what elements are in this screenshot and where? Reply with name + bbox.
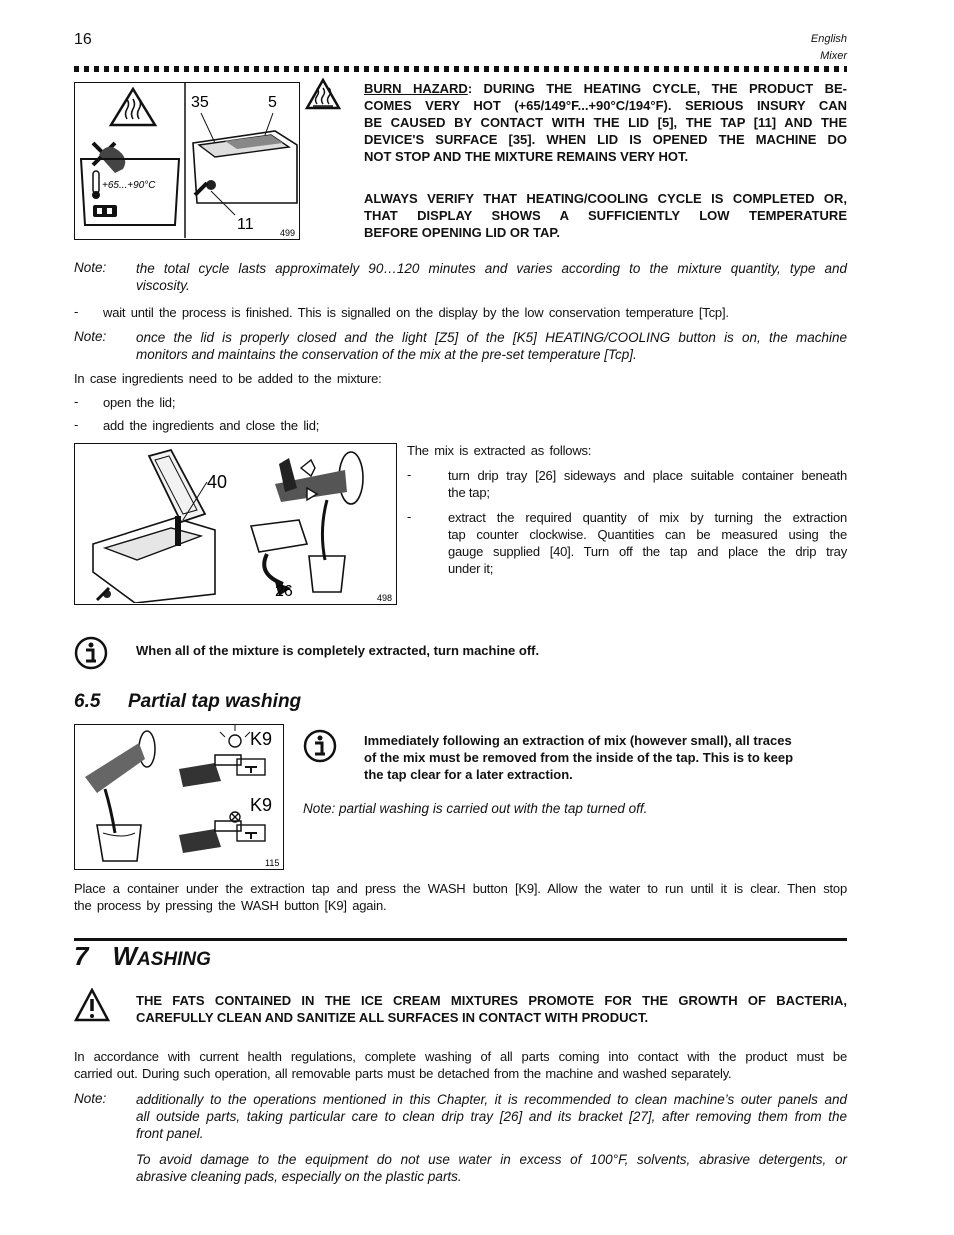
warning-fats-line-2: CAREFULLY CLEAN AND SANITIZE ALL SURFACES IN CONTACT WITH PRODUCT. [136, 1010, 649, 1025]
section-7-heading [74, 941, 211, 972]
burn-hazard-block [364, 80, 847, 165]
extract-step-2-line-1: extract the required quantity of mix by turning the extraction [448, 510, 847, 525]
wait-dash: - [74, 304, 79, 319]
extract-step-1 [448, 467, 847, 501]
note-2-line-2: monitors and maintains the conservation of the mix at the pre-set temperature [Tcp]. [136, 347, 637, 362]
verify-block [364, 190, 847, 241]
figure-115 [74, 724, 284, 870]
burn-hazard-line-3: BE CAUSED BY CONTACT WITH THE LID [5], THE TAP [11] AND THE [364, 115, 847, 130]
figure-115-code: 115 [265, 858, 280, 868]
wash-line-2: the process by pressing the WASH button [K9] again. [74, 898, 387, 913]
ingredient-step-1-dash: - [74, 394, 79, 409]
note-1-line-2: viscosity. [136, 278, 190, 293]
note-4-body [136, 1091, 847, 1142]
extract-step-2-line-3: gauge supplied [40]. Turn off the tap and place the drip tray [448, 544, 847, 559]
figure-115-label-k9-top: K9 [250, 729, 273, 749]
figure-499-drawing [75, 83, 298, 238]
info-tap-line-3: the tap clear for a later extraction. [364, 767, 573, 782]
health-line-1: In accordance with current health regulations, complete washing of all parts coming into contact with the product must be [74, 1049, 847, 1064]
extract-intro: The mix is extracted as follows: [407, 443, 592, 458]
note-5-line-1: To avoid damage to the equipment do not use water in excess of 100°F, solvents, abrasive detergents, or [136, 1152, 847, 1167]
note-5-line-2: abrasive cleaning pads, especially on the plastic parts. [136, 1169, 462, 1184]
note-2-body [136, 329, 847, 363]
figure-499-temp-label: +65...+90°C [102, 180, 156, 191]
verify-line-2: THAT DISPLAY SHOWS A SUFFICIENTLY LOW TEMPERATURE [364, 208, 847, 223]
info-icon [74, 636, 108, 670]
wash-line-1: Place a container under the extraction tap and press the WASH button [K9]. Allow the water to run until it is clear. Then stop [74, 881, 847, 896]
ingredient-step-1: open the lid; [103, 395, 176, 410]
info-icon [303, 729, 337, 763]
note-partial-wash: Note: partial washing is carried out with the tap turned off. [303, 801, 648, 816]
note-2-label: Note: [74, 329, 107, 344]
page-number: 16 [74, 31, 92, 48]
wash-paragraph [74, 880, 847, 914]
section-7-initial: W [112, 941, 138, 971]
verify-line-3: BEFORE OPENING LID OR TAP. [364, 225, 560, 240]
figure-498-label-26: 26 [275, 583, 293, 600]
note-4-label: Note: [74, 1091, 107, 1106]
burn-hazard-line-1: : DURING THE HEATING CYCLE, THE PRODUCT BE- [467, 81, 848, 96]
section-7-title-rest: ASHING [137, 949, 211, 970]
header-model: Mixer [820, 50, 847, 62]
note-4-line-2: all outside parts, taking particular care to clean drip tray [26] and its bracket [27], after removing them from the [136, 1109, 847, 1124]
figure-498-label-40: 40 [207, 472, 228, 492]
info-machine-off: When all of the mixture is completely extracted, turn machine off. [136, 643, 540, 658]
ingredient-step-2: add the ingredients and close the lid; [103, 418, 320, 433]
note-1-line-1: the total cycle lasts approximately 90…120 minutes and varies according to the mixture quantity, type and [136, 261, 847, 276]
burn-hazard-line-4: DEVICE'S SURFACE [35]. WHEN LID IS OPENED THE MACHINE DO [364, 132, 847, 147]
health-line-2: carried out. During such operation, all removable parts must be detached from the machine and washed separately. [74, 1066, 732, 1081]
hot-surface-icon [305, 78, 341, 110]
figure-499-code: 499 [280, 228, 296, 238]
figure-498-drawing [75, 444, 395, 603]
wait-text: wait until the process is finished. This is signalled on the display by the low conservation temperature [Tcp]. [103, 305, 729, 320]
info-tap-line-2: of the mix must be removed from the inside of the tap. This is to keep [364, 750, 794, 765]
figure-499 [74, 82, 300, 240]
warning-icon [74, 988, 110, 1022]
figure-498 [74, 443, 397, 605]
extract-step-2-line-4: under it; [448, 561, 494, 576]
figure-499-label-35: 35 [191, 94, 209, 111]
note-2-line-1: once the lid is properly closed and the light [Z5] of the [K5] HEATING/COOLING button is on, the machine [136, 330, 847, 345]
health-paragraph [74, 1048, 847, 1082]
figure-499-label-11: 11 [237, 216, 254, 233]
dotted-divider [74, 66, 847, 72]
extract-step-1-dash: - [407, 467, 412, 482]
verify-line-1: ALWAYS VERIFY THAT HEATING/COOLING CYCLE IS COMPLETED OR, [364, 191, 847, 206]
info-tap-line-1: Immediately following an extraction of mix (however small), all traces [364, 733, 792, 748]
note-4-line-3: front panel. [136, 1126, 204, 1141]
note-5-body [136, 1151, 847, 1185]
burn-hazard-title: BURN HAZARD [364, 81, 468, 96]
extract-step-2 [448, 509, 847, 577]
note-1-body [136, 260, 847, 294]
figure-115-label-k9-bottom: K9 [250, 795, 273, 815]
note-4-line-1: additionally to the operations mentioned in this Chapter, it is recommended to clean machine’s outer panels and [136, 1092, 847, 1107]
figure-498-code: 498 [377, 593, 393, 603]
warning-fats-line-1: THE FATS CONTAINED IN THE ICE CREAM MIXTURES PROMOTE FOR THE GROWTH OF BACTERIA, [136, 993, 847, 1008]
burn-hazard-line-5: NOT STOP AND THE MIXTURE REMAINS VERY HOT. [364, 149, 689, 164]
burn-hazard-line-2: COMES VERY HOT (+65/149°F...+90°C/194°F). SERIOUS INSURY CAN [364, 98, 847, 113]
ingredient-step-2-dash: - [74, 417, 79, 432]
info-tap-clean [364, 732, 847, 783]
ingredients-intro: In case ingredients need to be added to the mixture: [74, 371, 382, 386]
extract-step-1-line-2: the tap; [448, 485, 490, 500]
note-1-label: Note: [74, 260, 107, 275]
extract-step-1-line-1: turn drip tray [26] sideways and place suitable container beneath [448, 468, 847, 483]
section-7-number: 7 [74, 941, 89, 971]
figure-115-drawing [75, 725, 282, 868]
extract-step-2-dash: - [407, 509, 412, 524]
warning-fats [136, 992, 847, 1026]
section-6-5-number: 6.5 [74, 691, 101, 712]
section-6-5-title: Partial tap washing [128, 691, 302, 712]
figure-499-label-5: 5 [268, 94, 277, 111]
extract-step-2-line-2: tap counter clockwise. Quantities can be measured using the [448, 527, 847, 542]
header-language: English [810, 33, 847, 45]
